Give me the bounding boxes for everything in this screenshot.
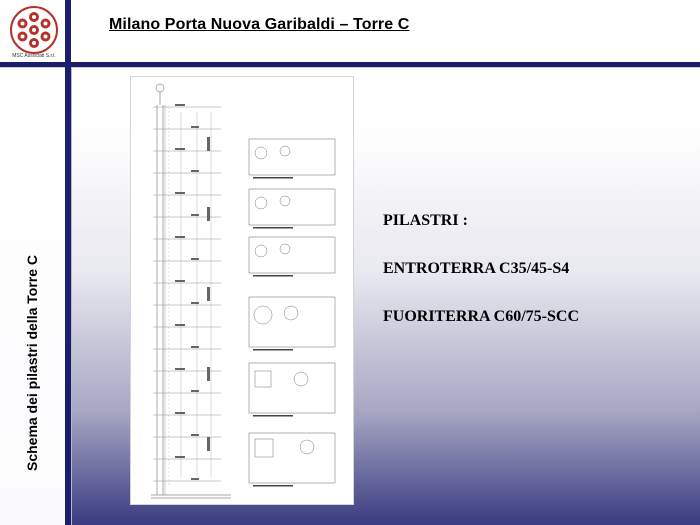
specs-underground: ENTROTERRA C35/45-S4 xyxy=(383,260,570,277)
header-band xyxy=(0,0,700,62)
column-schematic-drawing xyxy=(131,77,353,504)
vertical-section-title: Schema dei pilastri della Torre C xyxy=(24,254,40,472)
page-title: Milano Porta Nuova Garibaldi – Torre C xyxy=(109,16,410,33)
drawing-sheet xyxy=(130,76,354,505)
logo-caption: MSC Associati S.r.l. xyxy=(12,53,56,59)
specs-heading: PILASTRI : xyxy=(383,212,468,229)
specs-aboveground: FUORITERRA C60/75-SCC xyxy=(383,308,580,325)
company-logo-icon xyxy=(6,4,62,60)
